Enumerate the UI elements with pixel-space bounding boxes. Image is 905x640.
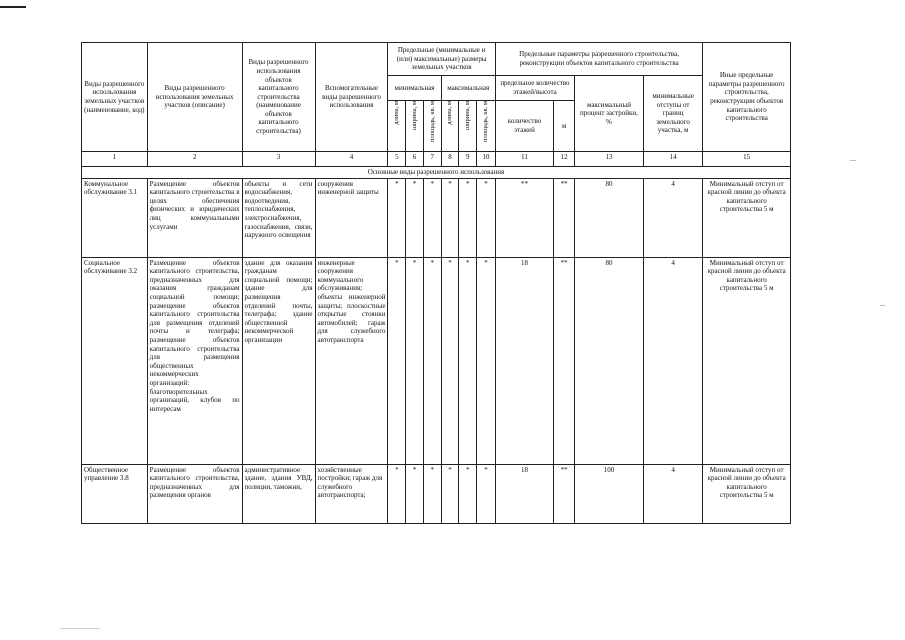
header-max-length: длина, м xyxy=(441,101,459,152)
max-length: * xyxy=(441,464,459,523)
min-width: * xyxy=(406,178,424,257)
min-width: * xyxy=(406,464,424,523)
min-setback: 4 xyxy=(643,257,702,464)
use-type-code: Социальное обслуживание 3.2 xyxy=(82,257,148,464)
col-number: 12 xyxy=(554,152,575,167)
max-area: * xyxy=(477,464,496,523)
max-area: * xyxy=(477,178,496,257)
section-title: Основные виды разрешенного использования xyxy=(82,167,791,179)
other-params: Минимальный отступ от красной линии до объекта капитального строительства 5 м xyxy=(703,257,791,464)
min-setback: 4 xyxy=(643,178,702,257)
header-col-3: Виды разрешенного использования объектов капитального строительства (наименование объектов капитального строительства) xyxy=(242,43,315,152)
col-number: 1 xyxy=(82,152,148,167)
col-number: 4 xyxy=(315,152,388,167)
header-plot-size-limits: Предельные (минимальные и (или) максимальные) размеры земельных участков xyxy=(388,43,495,76)
table-row xyxy=(82,257,791,464)
header-max-area: площадь, кв. м xyxy=(477,101,496,152)
col-number: 2 xyxy=(147,152,242,167)
min-area: * xyxy=(423,464,441,523)
min-length: * xyxy=(388,178,406,257)
header-construction-params: Предельные параметры разрешенного строительства, реконструкции объектов капитального строительства xyxy=(495,43,702,76)
min-length: * xyxy=(388,257,406,464)
use-description: Размещение объектов капитального строительства, предназначенных для оказания гражданам социальной помощи; размещение объектов капитального строительства для размещения отделений почты и телеграфа; размещение объектов капитального строительства для размещения общественных некоммерческих организаций: благотворительных организаций, клубов по интересам xyxy=(147,257,242,464)
col-number: 13 xyxy=(575,152,644,167)
min-width: * xyxy=(406,257,424,464)
min-length: * xyxy=(388,464,406,523)
header-col-1: Виды разрешенного использования земельных участков (наименование, код) xyxy=(82,43,148,152)
col-number: 5 xyxy=(388,152,406,167)
col-number: 11 xyxy=(495,152,553,167)
header-height-m: м xyxy=(554,101,575,152)
max-length: * xyxy=(441,257,459,464)
col-number: 9 xyxy=(459,152,477,167)
use-type-code: Коммунальное обслуживание 3.1 xyxy=(82,178,148,257)
col-number: 15 xyxy=(703,152,791,167)
header-min-area: площадь, кв. м xyxy=(423,101,441,152)
header-col-4: Вспомогательные виды разрешенного использования xyxy=(315,43,388,152)
col-number: 8 xyxy=(441,152,459,167)
header-floors-height: предельное количество этажей/высота xyxy=(495,76,574,101)
min-area: * xyxy=(423,178,441,257)
land-use-regulations-table xyxy=(81,42,791,524)
max-width: * xyxy=(459,464,477,523)
header-maximal: максимальная xyxy=(441,76,495,101)
capital-objects: объекты и сети водоснабжения, водоотведения, теплоснабжения, электроснабжения, газоснабжения, связи, наружного освещения xyxy=(242,178,315,257)
floor-count: 18 xyxy=(495,464,553,523)
header-col-13: максимальный процент застройки, % xyxy=(575,76,644,152)
auxiliary-uses: инженерные сооружения коммунального обслуживания; объекты инженерной защиты; плоскостные открытые стоянки автомобилей; гараж для служебного автотранспорта xyxy=(315,257,388,464)
scan-speck xyxy=(850,160,856,161)
max-build-percent: 100 xyxy=(575,464,644,523)
max-area: * xyxy=(477,257,496,464)
section-title-row xyxy=(82,167,791,179)
scan-speck xyxy=(880,305,885,306)
header-min-length: длина, м xyxy=(388,101,406,152)
max-width: * xyxy=(459,257,477,464)
other-params: Минимальный отступ от красной линии до объекта капитального строительства 5 м xyxy=(703,178,791,257)
other-params: Минимальный отступ от красной линии до объекта капитального строительства 5 м xyxy=(703,464,791,523)
header-col-15: Иные предельные параметры разрешенного строительства, реконструкции объектов капитального строительства xyxy=(703,43,791,152)
header-col-14: минимальные отступы от границ земельного участка, м xyxy=(643,76,702,152)
capital-objects: административное здание, здания УВД, полиции, таможни, xyxy=(242,464,315,523)
height-m: ** xyxy=(554,464,575,523)
min-area: * xyxy=(423,257,441,464)
use-type-code: Общественное управление 3.8 xyxy=(82,464,148,523)
column-number-row xyxy=(82,152,791,167)
col-number: 10 xyxy=(477,152,496,167)
max-width: * xyxy=(459,178,477,257)
table-row xyxy=(82,464,791,523)
header-max-width: ширина, м xyxy=(459,101,477,152)
header-min-width: ширина, м xyxy=(406,101,424,152)
auxiliary-uses: сооружения инженерной защиты xyxy=(315,178,388,257)
scan-speck xyxy=(60,628,100,629)
table-row xyxy=(82,178,791,257)
col-number: 14 xyxy=(643,152,702,167)
min-setback: 4 xyxy=(643,464,702,523)
floor-count: 18 xyxy=(495,257,553,464)
col-number: 6 xyxy=(406,152,424,167)
header-minimal: минимальная xyxy=(388,76,441,101)
use-description: Размещение объектов капитального строительства в целях обеспечения физических и юридических лиц коммунальными услугами xyxy=(147,178,242,257)
max-build-percent: 80 xyxy=(575,178,644,257)
header-row-1 xyxy=(82,43,791,76)
max-length: * xyxy=(441,178,459,257)
capital-objects: здание для оказания гражданам социальной помощи; здание для размещения отделений почты, телеграфа; здание общественной некоммерческой организации xyxy=(242,257,315,464)
page-edge-mark xyxy=(0,6,26,8)
header-floor-count: количество этажей xyxy=(495,101,553,152)
max-build-percent: 80 xyxy=(575,257,644,464)
header-col-2: Виды разрешенного использования земельных участков (описание) xyxy=(147,43,242,152)
auxiliary-uses: хозяйственные постройки; гараж для служебного автотранспорта; xyxy=(315,464,388,523)
height-m: ** xyxy=(554,178,575,257)
floor-count: ** xyxy=(495,178,553,257)
col-number: 7 xyxy=(423,152,441,167)
height-m: ** xyxy=(554,257,575,464)
col-number: 3 xyxy=(242,152,315,167)
use-description: Размещение объектов капитального строительства, предназначенных для размещения органов xyxy=(147,464,242,523)
